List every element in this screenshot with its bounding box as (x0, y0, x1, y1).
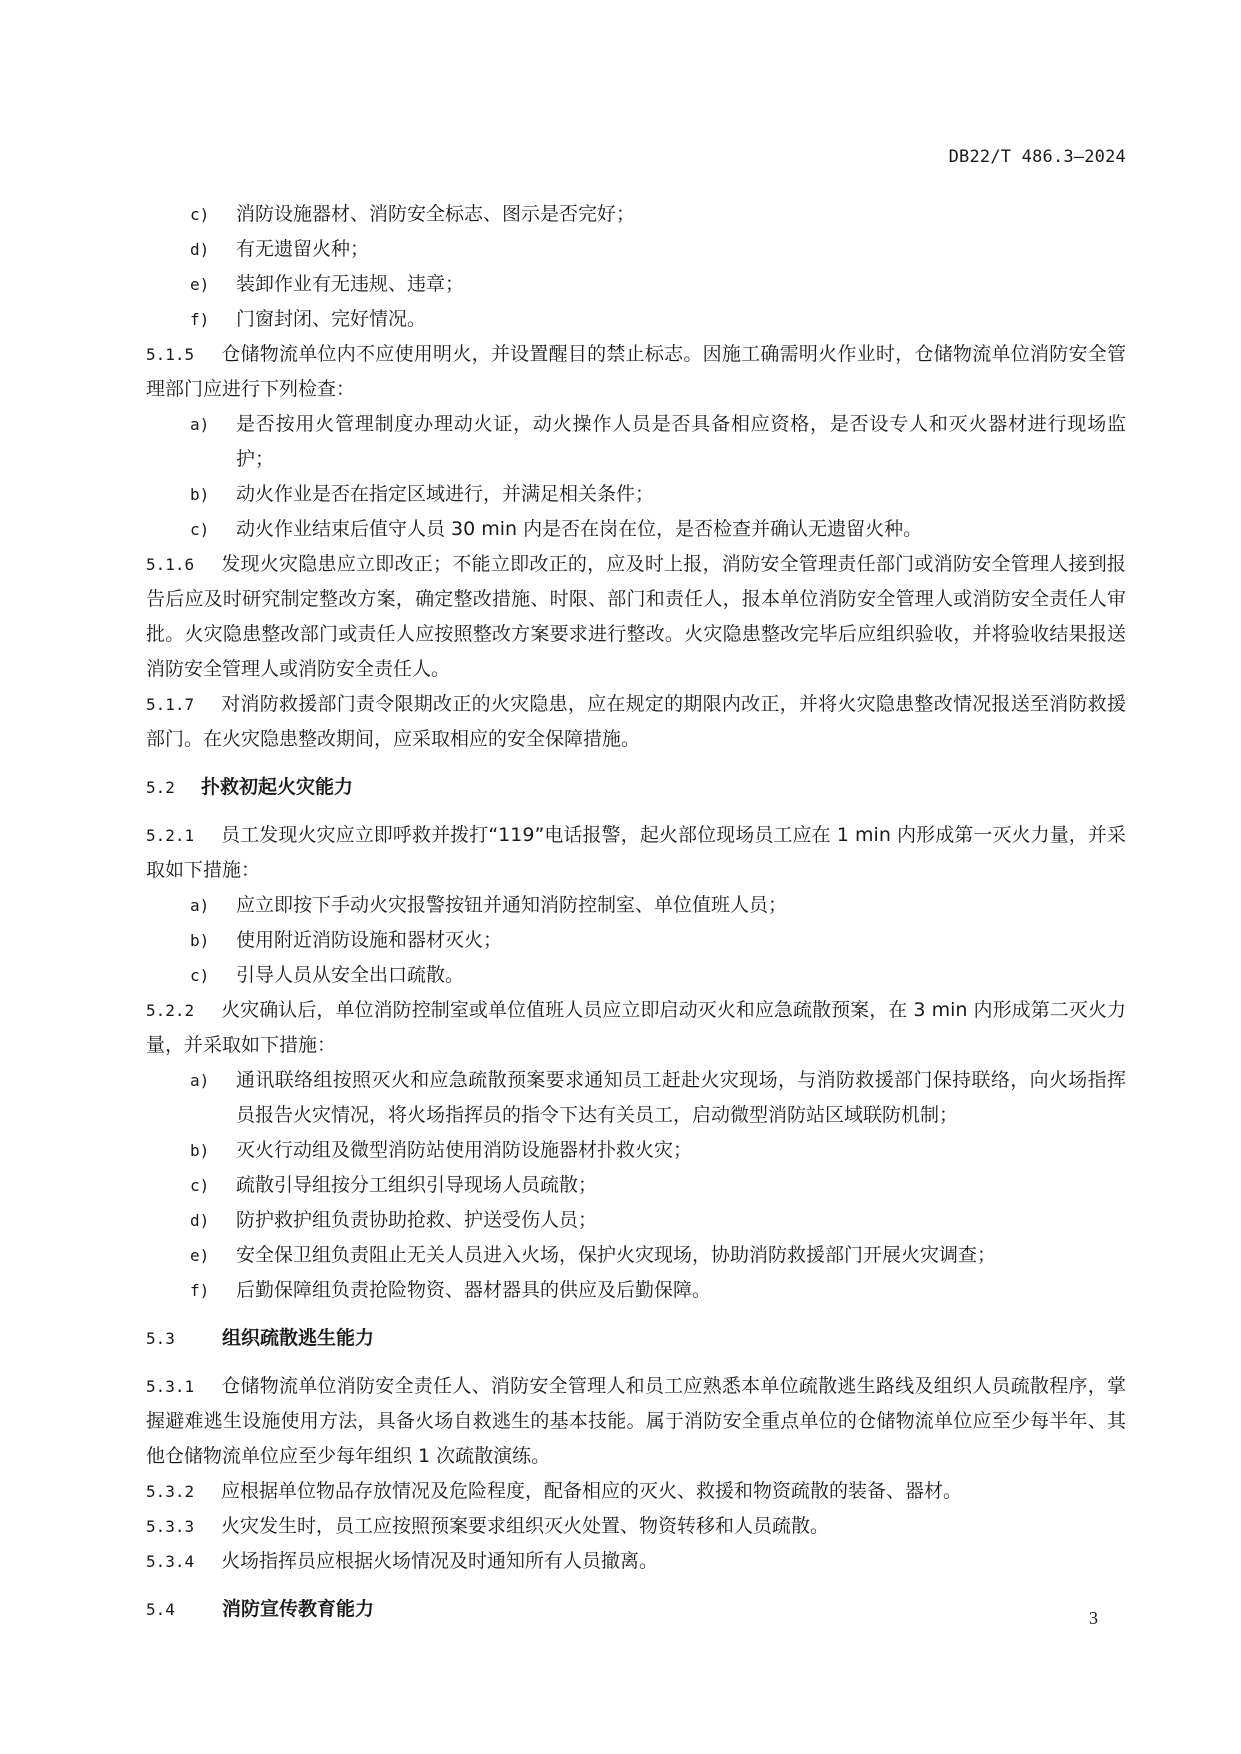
section-title: 消防宣传教育能力 (222, 1598, 375, 1620)
list-item-text: 动火作业是否在指定区域进行，并满足相关条件； (236, 483, 655, 505)
list-item-text: 防护救护组负责协助抢救、护送受伤人员； (236, 1209, 598, 1231)
list-item-marker: c) (190, 205, 210, 224)
list-item-text: 后勤保障组负责抢险物资、器材器具的供应及后勤保障。 (236, 1279, 712, 1301)
list-item-text: 灭火行动组及微型消防站使用消防设施器材扑救火灾； (236, 1139, 693, 1161)
list-item-marker: a) (190, 1071, 210, 1090)
list-item (146, 232, 1126, 267)
clause-text: 应根据单位物品存放情况及危险程度，配备相应的灭火、救援和物资疏散的装备、器材。 (221, 1480, 963, 1502)
clause-number: 5.3.2 (146, 1482, 195, 1501)
list-item-marker: f) (190, 1281, 210, 1300)
list-item (146, 477, 1126, 512)
list-item-text: 疏散引导组按分工组织引导现场人员疏散； (236, 1174, 598, 1196)
list-item-marker: a) (190, 415, 210, 434)
list-item-marker: a) (190, 896, 210, 915)
list-item-marker: c) (190, 966, 210, 985)
list-item-marker: b) (190, 1141, 210, 1160)
document-code: DB22/T 486.3—2024 (948, 147, 1126, 167)
section-number: 5.3 (146, 1329, 175, 1348)
clause-number: 5.3.3 (146, 1517, 195, 1536)
list-item (146, 1203, 1126, 1238)
clause-paragraph (146, 1369, 1126, 1474)
clause-paragraph (146, 1544, 1126, 1579)
list-item-text: 门窗封闭、完好情况。 (236, 308, 427, 330)
clause-text: 仓储物流单位消防安全责任人、消防安全管理人和员工应熟悉本单位疏散逃生路线及组织人员疏散程序，掌握避难逃生设施使用方法，具备火场自救逃生的基本技能。属于消防安全重点单位的仓储物流单位应至少每半年、其他仓储物流单位应至少每年组织 1 次疏散演练。 (146, 1375, 1126, 1467)
list-item-text: 有无遗留火种； (236, 238, 370, 260)
list-item (146, 1168, 1126, 1203)
list-item (146, 923, 1126, 958)
section-title: 组织疏散逃生能力 (222, 1327, 375, 1349)
section-number: 5.2 (146, 778, 175, 797)
clause-number: 5.2.2 (146, 1001, 195, 1020)
list-item-text: 使用附近消防设施和器材灭火； (236, 929, 503, 951)
list-item-text: 动火作业结束后值守人员 30 min 内是否在岗在位，是否检查并确认无遗留火种。 (236, 518, 923, 540)
list-item-marker: d) (190, 240, 210, 259)
list-item-marker: e) (190, 275, 210, 294)
list-item (146, 1238, 1126, 1273)
list-item (146, 302, 1126, 337)
list-item-marker: b) (190, 931, 210, 950)
list-item-text: 引导人员从安全出口疏散。 (236, 964, 465, 986)
page-number: 3 (1089, 1608, 1098, 1628)
clause-text: 对消防救援部门责令限期改正的火灾隐患，应在规定的期限内改正，并将火灾隐患整改情况报送至消防救援部门。在火灾隐患整改期间，应采取相应的安全保障措施。 (146, 693, 1126, 750)
document-body (146, 197, 1126, 1640)
list-item (146, 888, 1126, 923)
clause-text: 员工发现火灾应立即呼救并拨打“119”电话报警，起火部位现场员工应在 1 min 内形成第一灭火力量，并采取如下措施： (146, 824, 1126, 881)
clause-paragraph (146, 547, 1126, 687)
list-item-marker: d) (190, 1211, 210, 1230)
clause-paragraph (146, 687, 1126, 757)
list-item-marker: f) (190, 310, 210, 329)
clause-number: 5.1.5 (146, 345, 195, 364)
list-item (146, 1133, 1126, 1168)
clause-paragraph (146, 818, 1126, 888)
list-item-marker: c) (190, 520, 210, 539)
clause-text: 仓储物流单位内不应使用明火，并设置醒目的禁止标志。因施工确需明火作业时，仓储物流单位消防安全管理部门应进行下列检查： (146, 343, 1126, 400)
clause-paragraph (146, 1474, 1126, 1509)
section-number: 5.4 (146, 1600, 175, 1619)
list-item (146, 512, 1126, 547)
clause-paragraph (146, 337, 1126, 407)
clause-text: 发现火灾隐患应立即改正；不能立即改正的，应及时上报，消防安全管理责任部门或消防安全管理人接到报告后应及时研究制定整改方案，确定整改措施、时限、部门和责任人，报本单位消防安全管理人或消防安全责任人审批。火灾隐患整改部门或责任人应按照整改方案要求进行整改。火灾隐患整改完毕后应组织验收，并将验收结果报送消防安全管理人或消防安全责任人。 (146, 553, 1126, 680)
list-item (146, 958, 1126, 993)
clause-text: 火灾发生时，员工应按照预案要求组织灭火处置、物资转移和人员疏散。 (221, 1515, 830, 1537)
clause-number: 5.2.1 (146, 826, 195, 845)
list-item (146, 407, 1126, 477)
list-item (146, 267, 1126, 302)
section-heading (146, 1321, 1126, 1356)
list-item-text: 消防设施器材、消防安全标志、图示是否完好； (236, 203, 636, 225)
list-item-text: 安全保卫组负责阻止无关人员进入火场，保护火灾现场，协助消防救援部门开展火灾调查； (236, 1244, 997, 1266)
clause-number: 5.1.7 (146, 695, 195, 714)
list-item-text: 应立即按下手动火灾报警按钮并通知消防控制室、单位值班人员； (236, 894, 788, 916)
list-item-marker: b) (190, 485, 210, 504)
list-item-text: 通讯联络组按照灭火和应急疏散预案要求通知员工赶赴火灾现场，与消防救援部门保持联络，向火场指挥员报告火灾情况，将火场指挥员的指令下达有关员工，启动微型消防站区域联防机制； (236, 1069, 1126, 1126)
clause-number: 5.3.1 (146, 1377, 195, 1396)
list-item-marker: c) (190, 1176, 210, 1195)
clause-number: 5.1.6 (146, 555, 195, 574)
clause-text: 火灾确认后，单位消防控制室或单位值班人员应立即启动灭火和应急疏散预案，在 3 min 内形成第二灭火力量，并采取如下措施： (146, 999, 1126, 1056)
list-item (146, 197, 1126, 232)
clause-text: 火场指挥员应根据火场情况及时通知所有人员撤离。 (221, 1550, 659, 1572)
list-item-text: 装卸作业有无违规、违章； (236, 273, 465, 295)
clause-paragraph (146, 1509, 1126, 1544)
list-item (146, 1063, 1126, 1133)
section-title: 扑救初起火灾能力 (201, 776, 354, 798)
list-item-text: 是否按用火管理制度办理动火证，动火操作人员是否具备相应资格，是否设专人和灭火器材进行现场监护； (236, 413, 1126, 470)
clause-number: 5.3.4 (146, 1552, 195, 1571)
section-heading (146, 770, 1126, 805)
clause-paragraph (146, 993, 1126, 1063)
list-item (146, 1273, 1126, 1308)
list-item-marker: e) (190, 1246, 210, 1265)
section-heading (146, 1592, 1126, 1627)
